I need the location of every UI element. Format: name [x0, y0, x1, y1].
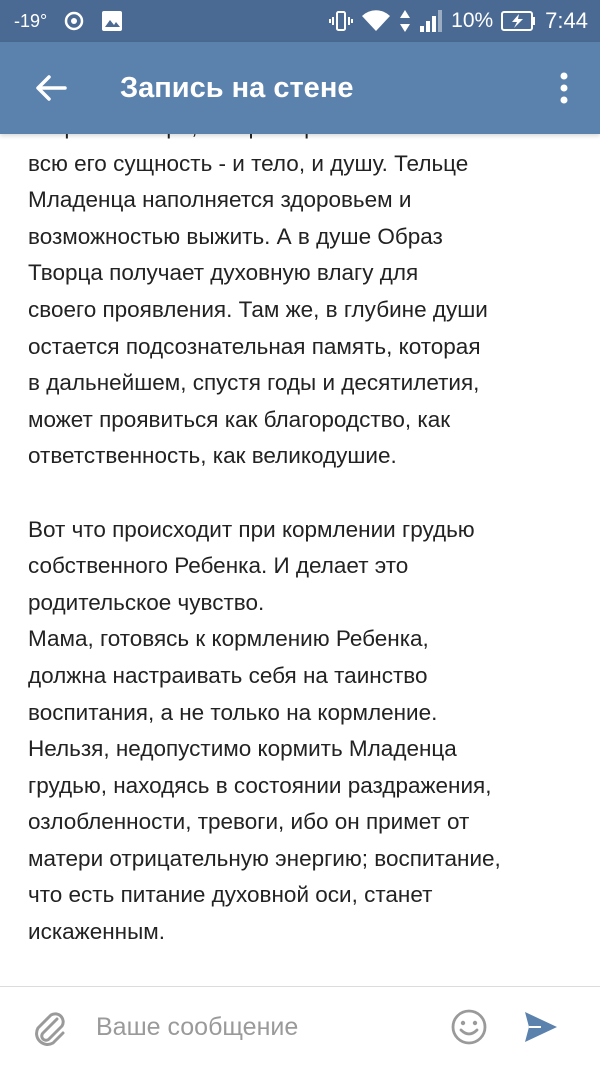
clock-time: 7:44	[545, 8, 588, 33]
battery-charging-icon	[501, 10, 537, 32]
wifi-icon	[361, 9, 391, 33]
send-button[interactable]	[516, 1002, 566, 1052]
status-bar	[0, 0, 600, 42]
image-icon	[101, 10, 123, 32]
page-title: Запись на стене	[120, 71, 354, 104]
status-bar-left	[14, 10, 123, 32]
signal-icon	[419, 9, 443, 33]
temperature-text: -19°	[14, 10, 48, 31]
status-bar-right	[329, 8, 588, 34]
more-vertical-icon	[559, 72, 569, 104]
send-icon	[523, 1010, 559, 1044]
compose-bar	[0, 986, 600, 1067]
post-text: всю его сущность - и тело, и душу. Тельце Младенца наполняется здоровьем и возможностью выжить. А в душе Образ Творца получает духовную влагу для своего проявления. Там же, в глубине души остается подсознательная память, которая в дальнейшем, спустя годы и десятилетия, может проявиться как благородство, как ответственность, как великодушие. Вот что происходит при кормлении грудью собственного Ребенка. И делает это родительское чувство. Мама, готовясь к кормлению Ребенка, должна настраивать себя на таинство воспитания, а не только на кормление. Нельзя, недопустимо кормить Младенца грудью, находясь в состоянии раздражения, озлобленности, тревоги, ибо он примет от матери отрицательную энергию; воспитание, что есть питание духовной оси, станет искаженным.	[28, 150, 501, 945]
arrow-left-icon	[35, 74, 67, 102]
message-input[interactable]	[94, 1004, 428, 1050]
weather-icon	[63, 10, 85, 32]
post-content[interactable]	[0, 134, 600, 986]
battery-percent: 10%	[451, 9, 494, 32]
attach-button[interactable]	[24, 1002, 74, 1052]
paperclip-icon	[31, 1007, 67, 1047]
vibrate-icon	[329, 9, 353, 33]
data-arrows-icon	[399, 9, 411, 33]
emoji-button[interactable]	[446, 1004, 492, 1050]
app-bar	[0, 42, 600, 134]
more-options-button[interactable]	[534, 42, 594, 134]
smile-icon	[450, 1008, 488, 1046]
back-button[interactable]	[16, 42, 86, 134]
